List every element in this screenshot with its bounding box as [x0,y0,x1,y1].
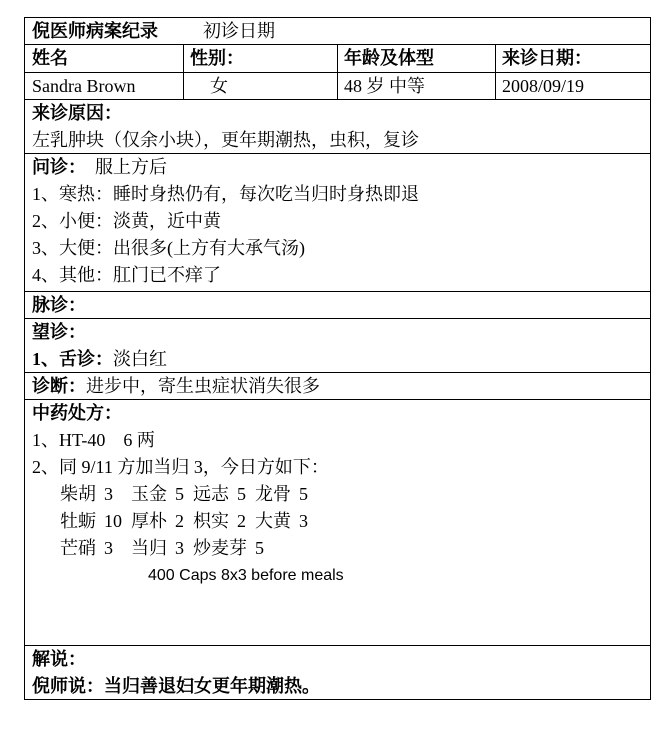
age-build-header: 年龄及体型 [337,45,495,72]
visit-reason-text: 左乳肿块（仅余小块），更年期潮热，虫积，复诊 [32,130,419,150]
diagnosis-text: 进步中，寄生虫症状消失很多 [86,376,320,396]
herb-dose: 10 [104,511,122,531]
pulse-section [25,292,650,319]
inquiry-label: 问诊： [32,157,86,177]
herb-name: 枳实 [193,511,229,531]
herb-item [60,508,131,535]
herb-item [255,481,308,508]
herb-dose: 3 [299,511,308,531]
first-visit-date-label: 初诊日期 [203,21,275,41]
tongue-label: 1、舌诊： [32,349,113,369]
prescription-section [25,400,650,646]
herb-dose: 3 [175,538,184,558]
inquiry-item: 4、其他：肛门已不痒了 [32,265,221,285]
explanation-section [25,646,650,699]
herb-dose: 3 [104,484,113,504]
gender-header: 性别： [183,45,337,72]
observation-section [25,319,650,373]
herb-dose: 2 [237,511,246,531]
diagnosis-label: 诊断： [32,376,86,396]
herb-item [131,535,193,562]
herb-item [193,508,255,535]
diagnosis-section [25,373,650,400]
visit-date-header: 来诊日期： [495,45,650,72]
diagnosis-line [32,373,650,400]
herb-item [131,508,193,535]
herb-name: 远志 [193,484,229,504]
herb-dose: 3 [104,538,113,558]
herb-row [32,508,650,535]
observation-label: 望诊： [32,322,86,342]
tongue-value: 淡白红 [113,349,167,369]
tongue-diagnosis-line [32,346,650,373]
pulse-label: 脉诊： [32,295,86,315]
herb-name: 大黄 [255,511,291,531]
herb-dose: 2 [175,511,184,531]
patient-age-build: 48 岁 中等 [337,73,495,99]
visit-reason-label: 来诊原因： [32,103,122,123]
herb-name: 炒麦芽 [193,538,247,558]
medical-record [24,17,651,700]
herb-row [32,481,650,508]
herb-item [60,535,131,562]
herb-item [255,508,308,535]
herb-item [131,481,193,508]
herb-dose: 5 [237,484,246,504]
visit-reason-section [25,100,650,154]
patient-gender: 女 [183,73,337,99]
inquiry-heading-line [32,154,650,181]
herb-name: 柴胡 [60,484,96,504]
patient-data-row [25,73,650,100]
herb-dose: 5 [299,484,308,504]
title-row [25,18,650,45]
herb-row [32,535,650,562]
patient-name: Sandra Brown [32,76,136,96]
herb-item [60,481,131,508]
inquiry-item: 3、大便：出很多(上方有大承气汤) [32,238,305,258]
herb-name: 当归 [131,538,167,558]
explanation-text: 倪师说：当归善退妇女更年期潮热。 [32,676,320,696]
herb-item [193,481,255,508]
herb-item [193,535,264,562]
inquiry-section [25,154,650,292]
herb-dose: 5 [255,538,264,558]
herb-name: 玉金 [131,484,167,504]
name-header: 姓名 [32,48,68,68]
inquiry-item: 2、小便：淡黄，近中黄 [32,211,221,231]
herb-name: 厚朴 [131,511,167,531]
explanation-label: 解说： [32,649,86,669]
inquiry-intro: 服上方后 [95,157,167,177]
prescription-line: 2、同 9/11 方加当归 3，今日方如下： [32,457,329,477]
dosage-instructions: 400 Caps 8x3 before meals [148,567,344,584]
visit-date: 2008/09/19 [495,73,650,99]
herb-dose: 5 [175,484,184,504]
herb-name: 牡蛎 [60,511,96,531]
prescription-label: 中药处方： [32,403,122,423]
herb-name: 龙骨 [255,484,291,504]
prescription-line: 1、HT-40 6 两 [32,430,155,450]
herb-name: 芒硝 [60,538,96,558]
record-title: 倪医师病案纪录 [32,21,158,41]
patient-header-row [25,45,650,73]
inquiry-item: 1、寒热：睡时身热仍有，每次吃当归时身热即退 [32,184,419,204]
